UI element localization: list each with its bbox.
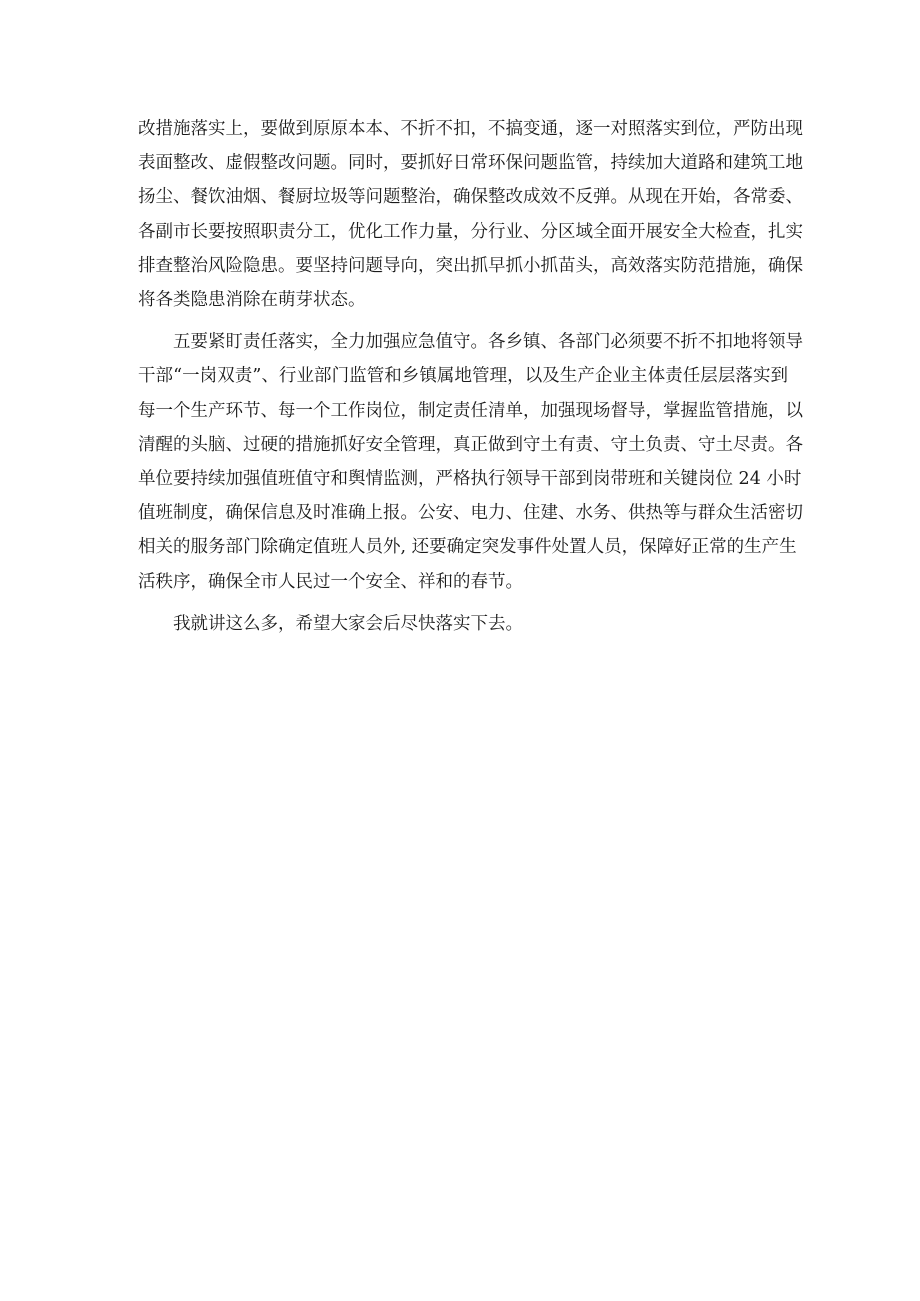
document-body <box>138 112 803 649</box>
paragraph-1 <box>138 112 803 317</box>
paragraph-1-line-1: 改措施落实上，要做到原原本本、不折不扣，不搞变通，逐一对照落实到位，严防出现 <box>138 119 803 139</box>
paragraph-2-line-5: 单位要持续加强值班值守和舆情监测，严格执行领导干部到岗带班和关键岗位 24 小时 <box>138 469 802 490</box>
paragraph-2-line-6: 值班制度，确保信息及时准确上报。公安、电力、住建、水务、供热等与群众生活密切 <box>138 503 803 524</box>
paragraph-1-line-2: 表面整改、虚假整改问题。同时，要抓好日常环保问题监管，持续加大道路和建筑工地 <box>138 153 803 174</box>
paragraph-2-line-4: 清醒的头脑、过硬的措施抓好安全管理，真正做到守土有责、守土负责、守土尽责。各 <box>138 434 803 455</box>
paragraph-2 <box>138 325 803 599</box>
paragraph-2-line-3: 每一个生产环节、每一个工作岗位，制定责任清单，加强现场督导，掌握监管措施，以 <box>138 400 803 421</box>
paragraph-1-line-5: 排查整治风险隐患。要坚持问题导向，突出抓早抓小抓苗头，高效落实防范措施，确保 <box>138 255 803 276</box>
paragraph-3 <box>138 607 788 641</box>
paragraph-2-line-2: 干部“一岗双责”、行业部门监管和乡镇属地管理，以及生产企业主体责任层层落实到 <box>138 366 788 387</box>
paragraph-2-line-8: 活秩序，确保全市人民过一个安全、祥和的春节。 <box>138 571 523 592</box>
paragraph-1-line-4: 各副市长要按照职责分工，优化工作力量，分行业、分区域全面开展安全大检查，扎实 <box>138 221 803 242</box>
paragraph-3-line-1: 我就讲这么多，希望大家会后尽快落实下去。 <box>173 613 523 634</box>
paragraph-2-line-1: 五要紧盯责任落实，全力加强应急值守。各乡镇、各部门必须要不折不扣地将领导 <box>173 332 803 353</box>
paragraph-2-line-7: 相关的服务部门除确定值班人员外, 还要确定突发事件处置人员，保障好正常的生产生 <box>138 537 797 558</box>
paragraph-1-line-6: 将各类隐患消除在萌芽状态。 <box>138 290 366 311</box>
paragraph-1-line-3: 扬尘、餐饮油烟、餐厨垃圾等问题整治，确保整改成效不反弹。从现在开始，各常委、 <box>138 187 803 208</box>
